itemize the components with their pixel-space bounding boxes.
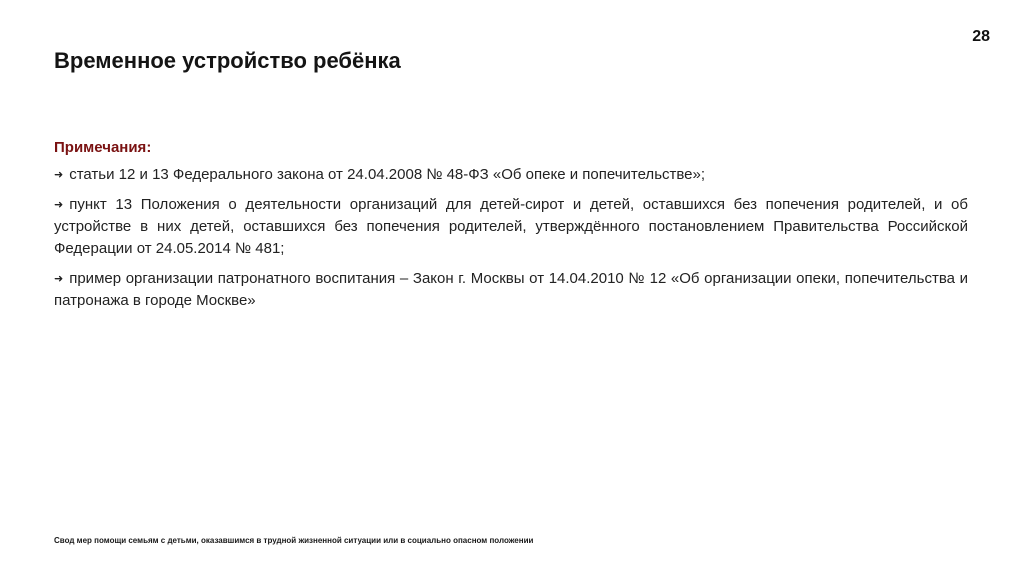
- page-number: 28: [972, 28, 990, 45]
- slide-title: Временное устройство ребёнка: [54, 48, 401, 73]
- note-item: [54, 194, 968, 260]
- notes-list: [54, 164, 968, 312]
- note-text: пункт 13 Положения о деятельности организаций для детей-сирот и детей, оставшихся без попечения родителей, и об устройстве в них детей, оставшихся без попечения родителей, утверждённого постановлением Правительства Российской Федерации от 24.05.2014 № 481;: [54, 196, 968, 257]
- note-item: [54, 268, 968, 312]
- note-item: [54, 164, 968, 186]
- notes-section: [54, 139, 968, 320]
- notes-heading: Примечания:: [54, 139, 152, 156]
- note-text: пример организации патронатного воспитания – Закон г. Москвы от 14.04.2010 № 12 «Об организации опеки, попечительства и патронажа в городе Москве»: [54, 270, 968, 309]
- note-text: статьи 12 и 13 Федерального закона от 24.04.2008 № 48-ФЗ «Об опеке и попечительстве»;: [69, 166, 706, 183]
- arrow-right-icon: ➜: [54, 199, 64, 211]
- arrow-right-icon: ➜: [54, 169, 64, 181]
- arrow-right-icon: ➜: [54, 273, 64, 285]
- footer-caption: Свод мер помощи семьям с детьми, оказавшимся в трудной жизненной ситуации или в социально опасном положении: [54, 536, 534, 545]
